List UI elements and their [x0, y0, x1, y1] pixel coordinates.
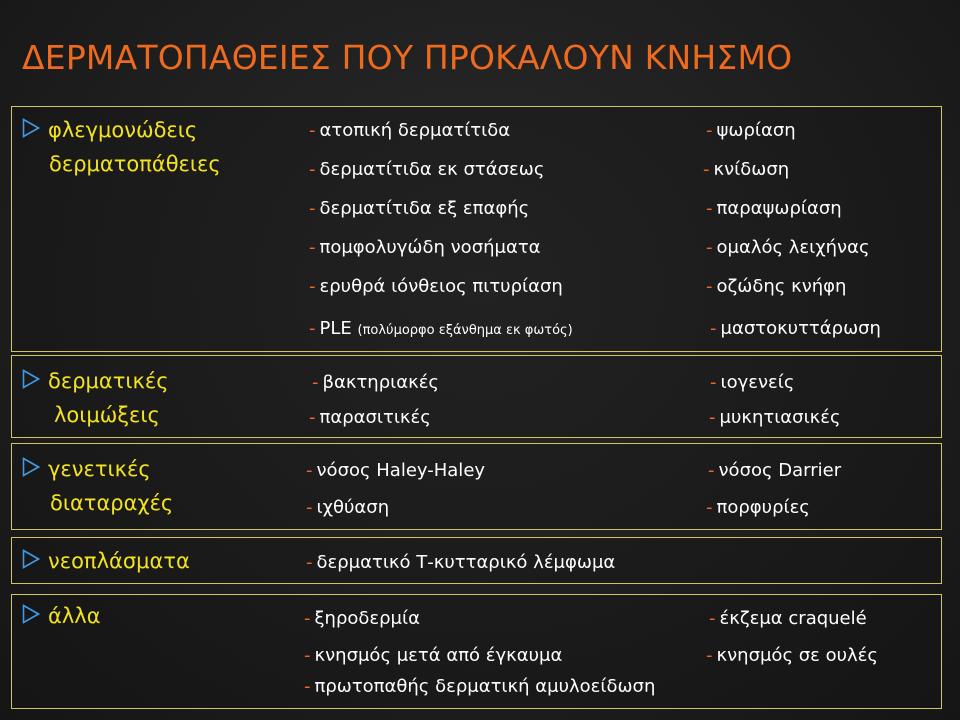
list-item: - νόσος Darrier	[708, 460, 842, 481]
list-item: - πομφολυγώδη νοσήματα	[309, 237, 541, 258]
group-heading-line2: λοιμώξεις	[54, 403, 160, 427]
list-item: - πορφυρίες	[706, 497, 810, 518]
list-item: - κνησμός σε ουλές	[706, 645, 878, 666]
list-item: - μυκητιασικές	[709, 407, 841, 428]
list-item: - κνησμός μετά από έγκαυμα	[304, 645, 563, 666]
group-box-genetic	[11, 443, 942, 530]
group-heading-line2: διαταραχές	[50, 491, 174, 515]
list-item: - κνίδωση	[703, 159, 790, 180]
list-item: - δερματικό Τ-κυτταρικό λέμφωμα	[306, 552, 616, 573]
list-item: - ξηροδερμία	[304, 608, 420, 629]
list-item: - ιογενείς	[710, 372, 795, 393]
list-item: - ιχθύαση	[306, 497, 390, 518]
list-item: - ατοπική δερματίτιδα	[309, 120, 511, 141]
group-box-infections	[11, 355, 942, 438]
list-item: - μαστοκυττάρωση	[710, 318, 881, 339]
list-item: - βακτηριακές	[312, 372, 439, 393]
list-item: - δερματίτιδα εκ στάσεως	[309, 159, 545, 180]
list-item: - παραψωρίαση	[706, 198, 842, 219]
list-item: - ψωρίαση	[706, 120, 796, 141]
list-item: - ομαλός λειχήνας	[706, 237, 870, 258]
list-item: - νόσος Haley-Haley	[306, 460, 486, 481]
slide-title: ΔΕΡΜΑΤΟΠΑΘΕΙΕΣ ΠΟΥ ΠΡΟΚΑΛΟΥΝ ΚΝΗΣΜΟ	[22, 38, 793, 77]
group-heading-line1: γενετικές	[48, 457, 151, 481]
list-item: - ερυθρά ιόνθειος πιτυρίαση	[309, 276, 563, 297]
list-item: - PLE (πολύμορφο εξάνθημα εκ φωτός)	[309, 318, 573, 339]
group-heading-line1: δερματικές	[48, 369, 169, 393]
group-heading-line1: άλλα	[48, 604, 101, 628]
group-box-neoplasms	[11, 537, 942, 584]
list-item: - πρωτοπαθής δερματική αμυλοείδωση	[304, 676, 656, 697]
list-item: - έκζεμα craquelé	[709, 608, 867, 629]
group-heading-line2: δερματοπάθειες	[49, 152, 221, 176]
list-item: - δερματίτιδα εξ επαφής	[309, 198, 530, 219]
group-box-inflammatory	[11, 106, 942, 352]
list-item: - οζώδης κνήφη	[706, 276, 847, 297]
group-heading-line1: φλεγμονώδεις	[48, 118, 198, 142]
group-box-other	[11, 594, 942, 709]
group-heading-line1: νεοπλάσματα	[48, 549, 190, 573]
list-item: - παρασιτικές	[309, 407, 431, 428]
list-item-note: (πολύμορφο εξάνθημα εκ φωτός)	[357, 323, 573, 338]
